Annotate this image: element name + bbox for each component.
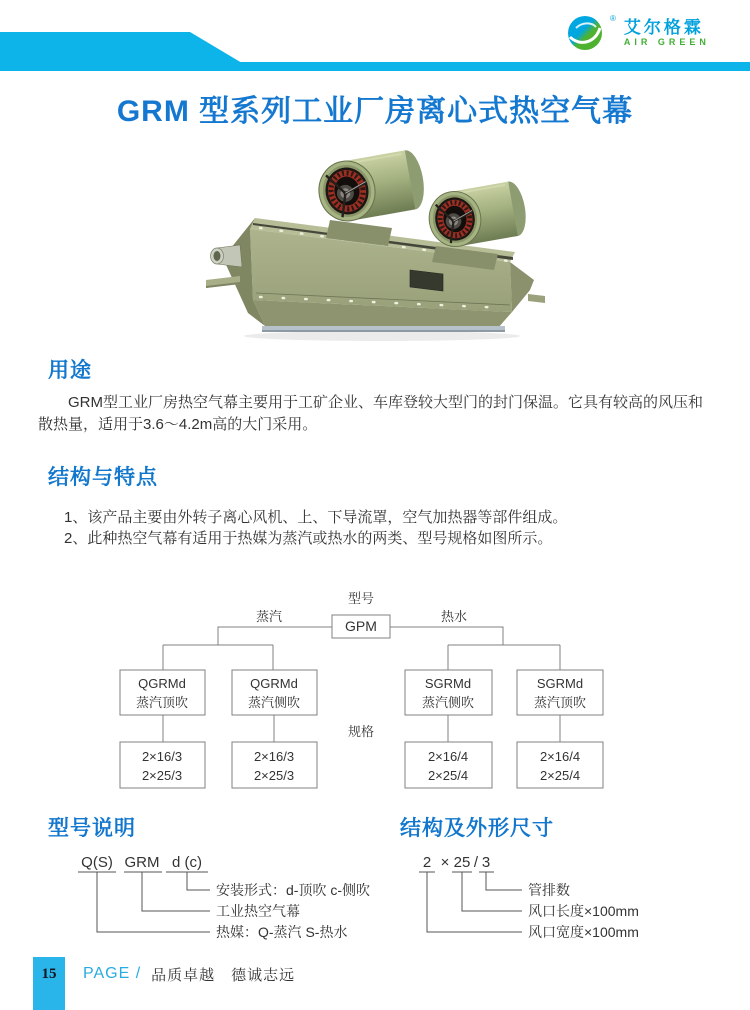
product-photo bbox=[160, 146, 590, 351]
model-note: 安装形式：d-顶吹 c-侧吹 bbox=[216, 882, 370, 898]
model-spec: 2×16/3 bbox=[253, 749, 295, 764]
model-spec: 2×25/4 bbox=[427, 768, 469, 783]
feature-list bbox=[64, 507, 714, 549]
model-spec: 2×16/4 bbox=[427, 749, 469, 764]
model-flowchart bbox=[100, 588, 620, 798]
brand-logo bbox=[566, 12, 736, 58]
model-spec: 2×16/4 bbox=[539, 749, 581, 764]
model-notation bbox=[60, 850, 390, 955]
page-number: 15 bbox=[41, 966, 57, 982]
page-number-chip bbox=[33, 957, 65, 1010]
header-cyan-strip bbox=[0, 62, 750, 71]
dim-token: / bbox=[473, 854, 479, 871]
usage-paragraph: GRM型工业厂房热空气幕主要用于工矿企业、车库登较大型门的封门保温。它具有较高的风压和散热量，适用于3.6～4.2m高的大门采用。 bbox=[38, 394, 703, 433]
dimension-notation bbox=[405, 850, 735, 955]
model-sub: 蒸汽顶吹 bbox=[135, 695, 189, 710]
dim-note: 风口长度×100mm bbox=[528, 903, 639, 919]
model-sub: 蒸汽侧吹 bbox=[247, 695, 301, 710]
flowchart-spec-label: 规格 bbox=[347, 724, 375, 739]
section-heading-features: 结构与特点 bbox=[48, 466, 158, 489]
flowchart-diagram bbox=[100, 588, 620, 793]
feature-item: 2、此种热空气幕有适用于热媒为蒸汽或热水的两类、型号规格如图所示。 bbox=[64, 530, 553, 547]
air-curtain-unit-image bbox=[160, 146, 590, 346]
dim-token: 2 bbox=[422, 854, 432, 871]
model-spec: 2×25/4 bbox=[539, 768, 581, 783]
header-cyan-slant bbox=[190, 32, 242, 63]
air-green-logo-icon bbox=[566, 12, 610, 52]
model-spec: 2×25/3 bbox=[253, 768, 295, 783]
section-heading-dimensions: 结构及外形尺寸 bbox=[400, 817, 554, 840]
dim-token: 3 bbox=[481, 854, 491, 871]
flowchart-root-label: 型号 bbox=[347, 591, 375, 606]
model-note: 工业热空气幕 bbox=[216, 903, 300, 919]
footer-slogan: 品质卓越 德诚志远 bbox=[151, 966, 296, 984]
dim-note: 管排数 bbox=[528, 882, 570, 898]
model-notation-diagram bbox=[60, 850, 390, 950]
dim-token: 25 bbox=[453, 854, 471, 871]
model-name: QGRMd bbox=[138, 676, 186, 691]
model-spec: 2×16/3 bbox=[141, 749, 183, 764]
flowchart-left-branch: 蒸汽 bbox=[255, 609, 283, 624]
model-token: Q(S) bbox=[81, 854, 113, 871]
model-name: QGRMd bbox=[250, 676, 298, 691]
page-title: GRM 型系列工业厂房离心式热空气幕 bbox=[116, 95, 634, 128]
footer bbox=[83, 963, 295, 985]
dim-note: 风口宽度×100mm bbox=[528, 924, 639, 940]
section-heading-model-explain: 型号说明 bbox=[48, 817, 136, 840]
model-sub: 蒸汽顶吹 bbox=[533, 695, 587, 710]
model-note: 热媒：Q-蒸汽 S-热水 bbox=[216, 924, 348, 940]
brand-name-en: AIR GREEN bbox=[623, 37, 710, 47]
section-heading-usage: 用途 bbox=[48, 359, 92, 382]
model-token: d (c) bbox=[172, 854, 202, 871]
model-spec: 2×25/3 bbox=[141, 768, 183, 783]
model-sub: 蒸汽侧吹 bbox=[421, 695, 475, 710]
feature-item: 1、该产品主要由外转子离心风机、上、下导流罩，空气加热器等部件组成。 bbox=[64, 509, 568, 526]
dim-token: × bbox=[440, 854, 450, 871]
brand-name-cn: 艾尔格霖 bbox=[623, 18, 704, 37]
registered-mark: ® bbox=[610, 14, 616, 23]
model-token: GRM bbox=[124, 854, 160, 871]
model-name: SGRMd bbox=[536, 676, 584, 691]
footer-page-label: PAGE / bbox=[83, 965, 142, 982]
model-name: SGRMd bbox=[424, 676, 472, 691]
flowchart-root: GPM bbox=[345, 618, 377, 634]
flowchart-right-branch: 热水 bbox=[440, 609, 468, 624]
dimension-notation-diagram bbox=[405, 850, 735, 950]
